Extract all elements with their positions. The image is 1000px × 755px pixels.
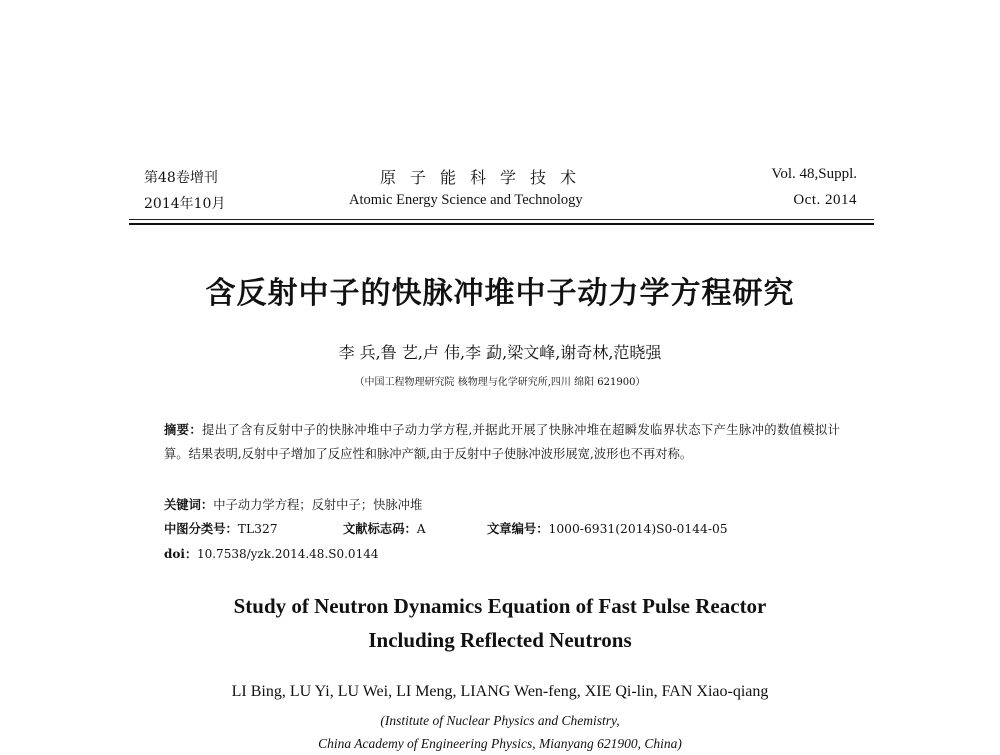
keywords xyxy=(164,495,422,513)
paper-title-en-line1: Study of Neutron Dynamics Equation of Fast Pulse Reactor xyxy=(233,594,767,618)
article-number-value: 1000-6931(2014)S0-0144-05 xyxy=(548,522,728,536)
affiliation-en-line2: China Academy of Engineering Physics, Mianyang 621900, China) xyxy=(318,736,682,751)
header-rule-thick xyxy=(129,223,874,225)
classification-value: TL327 xyxy=(237,522,278,536)
journal-name-en: Atomic Energy Science and Technology xyxy=(349,192,583,208)
doi xyxy=(164,545,378,562)
keywords-text: 中子动力学方程；反射中子；快脉冲堆 xyxy=(213,498,423,512)
classification xyxy=(164,519,278,537)
article-number xyxy=(487,519,728,537)
authors-cn: 李 兵,鲁 艺,卢 伟,李 勐,梁文峰,谢奇林,范晓强 xyxy=(338,343,662,362)
document-code xyxy=(343,519,426,537)
doi-label: doi： xyxy=(164,547,197,561)
paper-title-en-line2: Including Reflected Neutrons xyxy=(368,628,632,652)
keywords-label: 关键词： xyxy=(164,497,214,512)
abstract xyxy=(164,418,840,466)
journal-volume-cn: 第48卷增刊 xyxy=(144,170,218,186)
classification-label: 中图分类号： xyxy=(164,521,238,536)
doi-value: 10.7538/yzk.2014.48.S0.0144 xyxy=(196,547,379,561)
authors-en: LI Bing, LU Yi, LU Wei, LI Meng, LIANG Wen-feng, XIE Qi-lin, FAN Xiao-qiang xyxy=(231,683,769,700)
document-code-value: A xyxy=(416,522,426,536)
journal-volume-en: Vol. 48,Suppl. xyxy=(771,166,857,182)
affiliation-en-line1: (Institute of Nuclear Physics and Chemistry, xyxy=(380,713,620,728)
journal-date-en: Oct. 2014 xyxy=(793,192,857,208)
paper-title-cn: 含反射中子的快脉冲堆中子动力学方程研究 xyxy=(205,276,795,311)
abstract-text: 提出了含有反射中子的快脉冲堆中子动力学方程,并据此开展了快脉冲堆在超瞬发临界状态下产生脉冲的数值模拟计算。结果表明,反射中子增加了反应性和脉冲产额,由于反射中子使脉冲波形展宽,波形也不再对称。 xyxy=(164,423,840,461)
abstract-label: 摘要： xyxy=(164,422,203,437)
journal-name-cn: 原子能科学技术 xyxy=(380,168,591,187)
article-number-label: 文章编号： xyxy=(487,521,549,536)
header-rule-thin xyxy=(129,219,874,220)
journal-date-cn: 2014年10月 xyxy=(144,196,226,212)
affiliation-cn: （中国工程物理研究院 核物理与化学研究所,四川 绵阳 621900） xyxy=(354,377,646,388)
document-code-label: 文献标志码： xyxy=(343,521,417,536)
